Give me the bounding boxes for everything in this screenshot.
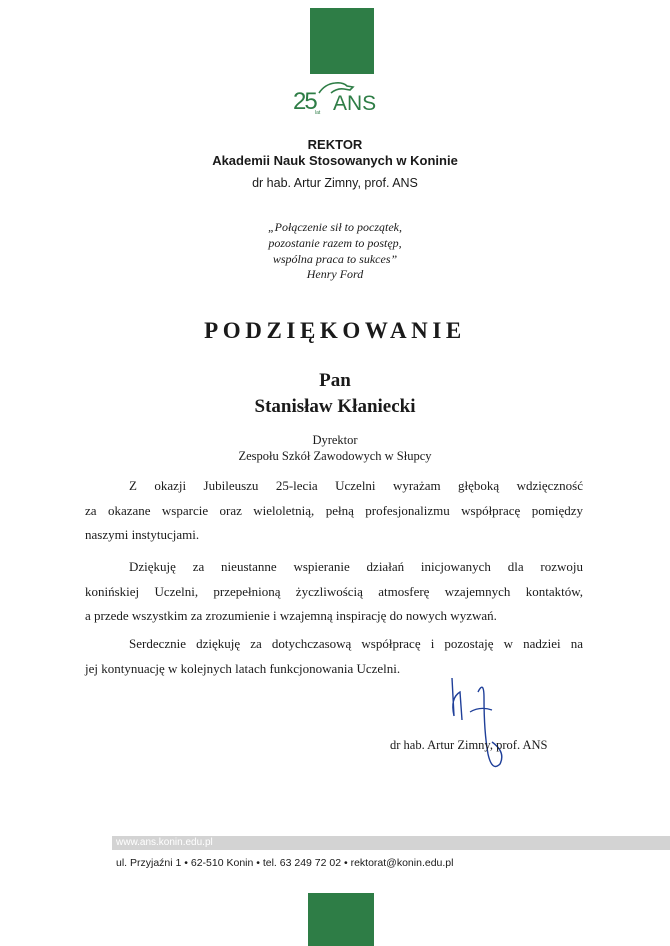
bottom-green-block [308, 893, 374, 946]
document-title: PODZIĘKOWANIE [204, 318, 466, 343]
recipient-name: Stanisław Kłaniecki [254, 396, 416, 417]
paragraph-line: konińskiej Uczelni, przepełnioną życzliwością atmosferę wzajemnych kontaktów, [85, 583, 583, 599]
paragraph-line: naszymi instytucjami. [85, 527, 200, 542]
institution-name: Akademii Nauk Stosowanych w Koninie [212, 153, 458, 168]
logo-small-text: lat [315, 110, 321, 116]
signatory-name: dr hab. Artur Zimny, prof. ANS [390, 738, 548, 752]
ans-25-logo [293, 80, 383, 124]
top-green-block [310, 8, 374, 74]
body-paragraph [85, 555, 583, 629]
recipient-title: Pan [319, 370, 351, 391]
position-line: Zespołu Szkół Zawodowych w Słupcy [238, 449, 432, 463]
rector-name: dr hab. Artur Zimny, prof. ANS [252, 176, 418, 190]
logo-number: 25 [293, 88, 316, 115]
quote-line: pozostanie razem to postęp, [268, 236, 402, 250]
footer-url: www.ans.konin.edu.pl [116, 837, 213, 848]
header-title: REKTOR [307, 137, 363, 152]
paragraph-line: Serdecznie dziękuję za dotychczasową współpracę i pozostaję w nadziei na [129, 636, 583, 651]
paragraph-line: Z okazji Jubileuszu 25-lecia Uczelni wyrażam głęboką wdzięczność [129, 478, 583, 493]
position-line: Dyrektor [312, 433, 358, 447]
paragraph-line: jej kontynuację w kolejnych latach funkcjonowania Uczelni. [85, 660, 401, 676]
handwritten-signature [440, 672, 510, 772]
footer-address: ul. Przyjaźni 1 • 62-510 Konin • tel. 63 249 72 02 • rektorat@konin.edu.pl [116, 857, 454, 869]
recipient-position [0, 432, 670, 464]
paragraph-line: a przede wszystkim za zrozumienie i wzajemną inspirację do nowych wyzwań. [85, 608, 497, 623]
quote-line: „Połączenie sił to początek, [268, 220, 402, 234]
paragraph-line: Dziękuję za nieustanne wspieranie działań inicjowanych dla rozwoju [129, 559, 583, 574]
quote-author: Henry Ford [306, 267, 364, 281]
logo-letters: ANS [333, 92, 377, 115]
paragraph-line: za okazane wsparcie oraz wieloletnią, pełną profesjonalizmu współpracę pomiędzy [85, 502, 583, 518]
quote-line: wspólna praca to sukces” [272, 252, 398, 266]
quote [0, 219, 670, 267]
body-paragraph [85, 474, 583, 548]
